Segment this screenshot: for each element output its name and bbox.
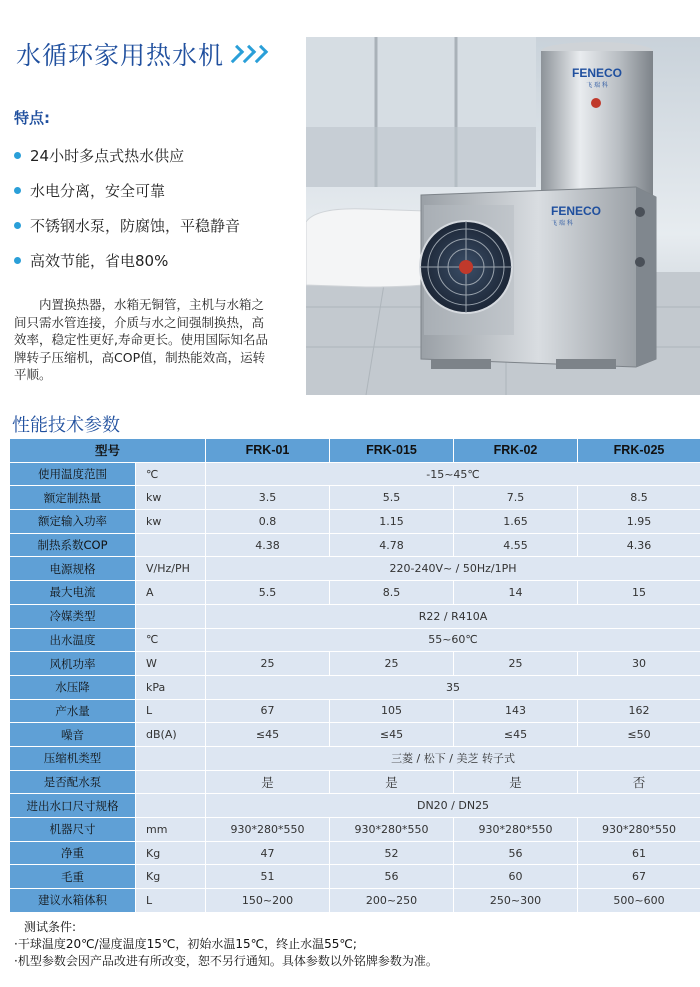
bullet-icon <box>14 152 21 159</box>
unit-cell <box>136 746 206 770</box>
value-cell: 4.78 <box>330 533 454 557</box>
value-cell: 7.5 <box>454 486 578 510</box>
feature-label: 水电分离，安全可靠 <box>30 182 166 200</box>
table-row <box>10 699 700 723</box>
value-cell: 930*280*550 <box>578 818 700 842</box>
value-cell: 162 <box>578 699 700 723</box>
value-cell: 47 <box>206 841 330 865</box>
unit-cell: L <box>136 889 206 913</box>
unit-cell: ℃ <box>136 628 206 652</box>
unit-brand: FENECO <box>551 204 602 218</box>
feature-label: 不锈钢水泵，防腐蚀，平稳静音 <box>30 217 241 235</box>
unit-cell: L <box>136 699 206 723</box>
param-label: 出水温度 <box>10 628 136 652</box>
value-cell: 220-240V~ / 50Hz/1PH <box>206 557 700 581</box>
feature-label: 24小时多点式热水供应 <box>30 147 185 165</box>
unit-cell: kw <box>136 510 206 534</box>
value-cell: 8.5 <box>330 581 454 605</box>
value-cell: 0.8 <box>206 510 330 534</box>
unit-cell: V/Hz/PH <box>136 557 206 581</box>
value-cell: 60 <box>454 865 578 889</box>
param-label: 噪音 <box>10 723 136 747</box>
table-row <box>10 746 700 770</box>
table-row <box>10 889 700 913</box>
value-cell: 67 <box>206 699 330 723</box>
value-cell: 61 <box>578 841 700 865</box>
param-label: 冷媒类型 <box>10 604 136 628</box>
feature-item <box>14 243 240 278</box>
features-list <box>14 138 240 278</box>
value-cell: R22 / R410A <box>206 604 700 628</box>
unit-cell <box>136 794 206 818</box>
value-cell: 930*280*550 <box>206 818 330 842</box>
table-row <box>10 818 700 842</box>
param-label: 建议水箱体积 <box>10 889 136 913</box>
features-heading: 特点: <box>14 109 50 127</box>
table-row <box>10 628 700 652</box>
param-label: 是否配水泵 <box>10 770 136 794</box>
header-model: 型号 <box>10 439 206 463</box>
table-row <box>10 794 700 818</box>
feature-label: 高效节能，省电80% <box>30 252 169 270</box>
value-cell: -15~45℃ <box>206 462 700 486</box>
chevron-right-icon <box>230 46 266 62</box>
value-cell: 5.5 <box>206 581 330 605</box>
table-row <box>10 770 700 794</box>
table-row <box>10 841 700 865</box>
value-cell: 143 <box>454 699 578 723</box>
table-row <box>10 462 700 486</box>
tank-brand-cn: 飞 瑞 科 <box>586 82 608 89</box>
table-row <box>10 723 700 747</box>
value-cell: 1.65 <box>454 510 578 534</box>
page-title-row <box>16 36 266 72</box>
table-row <box>10 675 700 699</box>
unit-cell: kw <box>136 486 206 510</box>
header-frk-025: FRK-025 <box>578 439 700 463</box>
param-label: 额定输入功率 <box>10 510 136 534</box>
unit-cell: kPa <box>136 675 206 699</box>
value-cell: 15 <box>578 581 700 605</box>
param-label: 电源规格 <box>10 557 136 581</box>
feature-item <box>14 208 240 243</box>
value-cell: 55~60℃ <box>206 628 700 652</box>
value-cell: 35 <box>206 675 700 699</box>
header-frk-02: FRK-02 <box>454 439 578 463</box>
value-cell: 8.5 <box>578 486 700 510</box>
value-cell: ≤45 <box>330 723 454 747</box>
value-cell: 200~250 <box>330 889 454 913</box>
value-cell: 否 <box>578 770 700 794</box>
table-row <box>10 486 700 510</box>
value-cell: 500~600 <box>578 889 700 913</box>
value-cell: 1.15 <box>330 510 454 534</box>
value-cell: 930*280*550 <box>330 818 454 842</box>
param-label: 水压降 <box>10 675 136 699</box>
product-photo <box>306 37 700 395</box>
value-cell: 67 <box>578 865 700 889</box>
note-line: ·干球温度20℃/湿度温度15℃，初始水温15℃，终止水温55℃; <box>14 937 357 951</box>
table-row <box>10 581 700 605</box>
param-label: 压缩机类型 <box>10 746 136 770</box>
value-cell: 3.5 <box>206 486 330 510</box>
page-title: 水循环家用热水机 <box>16 41 225 70</box>
bullet-icon <box>14 187 21 194</box>
param-label: 最大电流 <box>10 581 136 605</box>
note-line: ·机型参数会因产品改进有所改变，恕不另行通知。具体参数以外铭牌参数为准。 <box>14 954 438 968</box>
feature-item <box>14 173 240 208</box>
table-row <box>10 865 700 889</box>
table-row <box>10 652 700 676</box>
heat-pump-illustration <box>306 37 700 395</box>
param-label: 毛重 <box>10 865 136 889</box>
header-frk-01: FRK-01 <box>206 439 330 463</box>
product-description: 内置换热器，水箱无铜管，主机与水箱之间只需水管连接，介质与水之间强制换热，高效率，稳定性更好,寿命更长。使用国际知名品牌转子压缩机，高COP值，制热能效高，运转平顺。 <box>14 297 268 382</box>
value-cell: 25 <box>454 652 578 676</box>
value-cell: ≤45 <box>206 723 330 747</box>
tank-brand: FENECO <box>571 66 623 80</box>
table-row <box>10 557 700 581</box>
value-cell: 1.95 <box>578 510 700 534</box>
unit-cell: mm <box>136 818 206 842</box>
value-cell: 30 <box>578 652 700 676</box>
spec-body <box>10 462 700 912</box>
value-cell: 是 <box>454 770 578 794</box>
header-frk-015: FRK-015 <box>330 439 454 463</box>
value-cell: 25 <box>330 652 454 676</box>
unit-brand-cn: 飞 瑞 科 <box>551 220 573 227</box>
value-cell: 930*280*550 <box>454 818 578 842</box>
unit-cell <box>136 533 206 557</box>
unit-cell <box>136 604 206 628</box>
feature-item <box>14 138 240 173</box>
spec-heading: 性能技术参数 <box>12 415 120 436</box>
param-label: 使用温度范围 <box>10 462 136 486</box>
unit-cell: A <box>136 581 206 605</box>
param-label: 净重 <box>10 841 136 865</box>
value-cell: 56 <box>454 841 578 865</box>
value-cell: 4.36 <box>578 533 700 557</box>
unit-cell <box>136 770 206 794</box>
param-label: 产水量 <box>10 699 136 723</box>
param-label: 额定制热量 <box>10 486 136 510</box>
value-cell: DN20 / DN25 <box>206 794 700 818</box>
value-cell: 5.5 <box>330 486 454 510</box>
value-cell: 56 <box>330 865 454 889</box>
param-label: 机器尺寸 <box>10 818 136 842</box>
table-row <box>10 510 700 534</box>
value-cell: 51 <box>206 865 330 889</box>
value-cell: ≤45 <box>454 723 578 747</box>
value-cell: 是 <box>206 770 330 794</box>
value-cell: 250~300 <box>454 889 578 913</box>
value-cell: 150~200 <box>206 889 330 913</box>
notes-heading: 测试条件: <box>24 920 77 934</box>
unit-cell: Kg <box>136 865 206 889</box>
value-cell: 52 <box>330 841 454 865</box>
unit-cell: Kg <box>136 841 206 865</box>
unit-cell: dB(A) <box>136 723 206 747</box>
value-cell: 是 <box>330 770 454 794</box>
unit-cell: ℃ <box>136 462 206 486</box>
bullet-icon <box>14 257 21 264</box>
value-cell: 25 <box>206 652 330 676</box>
table-row <box>10 604 700 628</box>
param-label: 进出水口尺寸规格 <box>10 794 136 818</box>
value-cell: 105 <box>330 699 454 723</box>
spec-table <box>9 438 700 913</box>
tank-gauge-icon <box>591 98 601 108</box>
value-cell: 4.38 <box>206 533 330 557</box>
value-cell: 14 <box>454 581 578 605</box>
unit-cell: W <box>136 652 206 676</box>
param-label: 风机功率 <box>10 652 136 676</box>
bullet-icon <box>14 222 21 229</box>
spec-header-row <box>10 439 700 463</box>
value-cell: 三菱 / 松下 / 美芝 转子式 <box>206 746 700 770</box>
param-label: 制热系数COP <box>10 533 136 557</box>
table-row <box>10 533 700 557</box>
value-cell: ≤50 <box>578 723 700 747</box>
test-conditions <box>14 919 438 970</box>
value-cell: 4.55 <box>454 533 578 557</box>
